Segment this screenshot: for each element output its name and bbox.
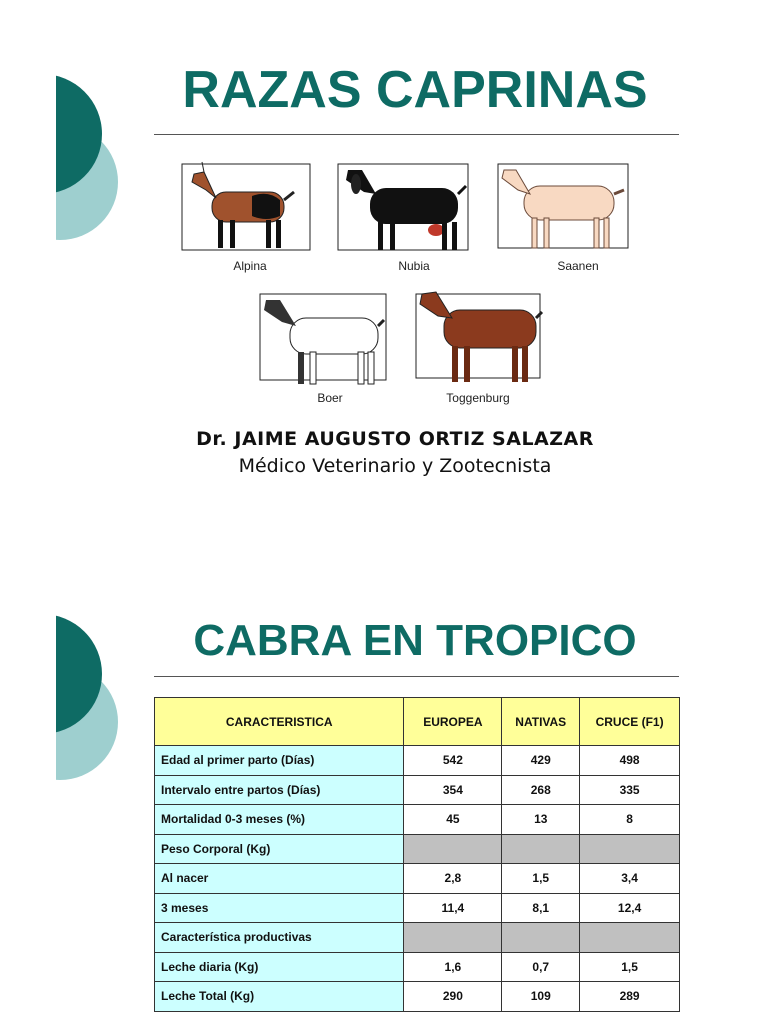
cell-empty [580, 923, 680, 953]
cell-cruce: 3,4 [580, 864, 680, 894]
slide-title: RAZAS CAPRINAS [182, 61, 648, 119]
cell-europea: 354 [404, 775, 502, 805]
breed-label: Nubia [398, 259, 430, 273]
goat-breeds-figure [180, 150, 635, 408]
goat-boer-icon [264, 300, 384, 384]
table-row [155, 893, 680, 923]
cell-europea: 11,4 [404, 893, 502, 923]
cell-europea: 542 [404, 746, 502, 776]
comparison-table [154, 697, 680, 1012]
table-header-row [155, 698, 680, 746]
breed-label: Toggenburg [446, 391, 510, 405]
cell-empty [580, 834, 680, 864]
cell-cruce: 498 [580, 746, 680, 776]
slide-cabra-en-tropico [0, 540, 768, 1024]
header-nativas: NATIVAS [502, 698, 580, 746]
cell-europea: 2,8 [404, 864, 502, 894]
slide-decoration [0, 0, 130, 300]
author-role: Médico Veterinario y Zootecnista [238, 455, 552, 477]
header-europea: EUROPEA [404, 698, 502, 746]
cell-empty [404, 834, 502, 864]
breed-label: Alpina [233, 259, 267, 273]
cell-nativas: 109 [502, 982, 580, 1012]
cell-nativas: 0,7 [502, 952, 580, 982]
header-characteristic: CARACTERISTICA [155, 698, 404, 746]
row-label: Intervalo entre partos (Días) [155, 775, 404, 805]
breed-toggenburg [416, 292, 542, 405]
table-row [155, 982, 680, 1012]
author-name: Dr. JAIME AUGUSTO ORTIZ SALAZAR [196, 428, 594, 450]
table-row [155, 805, 680, 835]
cell-nativas: 13 [502, 805, 580, 835]
table-row [155, 952, 680, 982]
breed-saanen [498, 164, 628, 273]
breed-label: Saanen [557, 259, 599, 273]
header-cruce: CRUCE (F1) [580, 698, 680, 746]
cell-cruce: 8 [580, 805, 680, 835]
goat-toggenburg-icon [420, 292, 542, 382]
title-divider [154, 134, 679, 135]
cell-nativas: 429 [502, 746, 580, 776]
table-row [155, 746, 680, 776]
slide-decoration [0, 540, 130, 840]
table-row [155, 864, 680, 894]
cell-cruce: 289 [580, 982, 680, 1012]
breed-nubia [338, 164, 468, 273]
row-label: 3 meses [155, 893, 404, 923]
breed-alpina [182, 162, 310, 273]
cell-europea: 1,6 [404, 952, 502, 982]
row-label: Mortalidad 0-3 meses (%) [155, 805, 404, 835]
cell-empty [404, 923, 502, 953]
breed-label: Boer [317, 391, 343, 405]
cell-cruce: 1,5 [580, 952, 680, 982]
row-label: Al nacer [155, 864, 404, 894]
goat-alpina-icon [192, 162, 294, 248]
row-label: Leche diaria (Kg) [155, 952, 404, 982]
section-label: Peso Corporal (Kg) [155, 834, 404, 864]
title-divider [154, 676, 679, 677]
cell-nativas: 1,5 [502, 864, 580, 894]
cell-empty [502, 923, 580, 953]
table-row [155, 775, 680, 805]
cell-nativas: 8,1 [502, 893, 580, 923]
row-label: Leche Total (Kg) [155, 982, 404, 1012]
cell-nativas: 268 [502, 775, 580, 805]
cell-cruce: 335 [580, 775, 680, 805]
slide-title: CABRA EN TROPICO [193, 616, 637, 665]
cell-cruce: 12,4 [580, 893, 680, 923]
section-label: Característica productivas [155, 923, 404, 953]
table-section-row [155, 834, 680, 864]
breed-boer [260, 294, 386, 405]
cell-empty [502, 834, 580, 864]
cell-europea: 45 [404, 805, 502, 835]
table-section-row [155, 923, 680, 953]
row-label: Edad al primer parto (Días) [155, 746, 404, 776]
cell-europea: 290 [404, 982, 502, 1012]
goat-saanen-icon [502, 170, 624, 248]
goat-nubia-icon [346, 170, 466, 250]
